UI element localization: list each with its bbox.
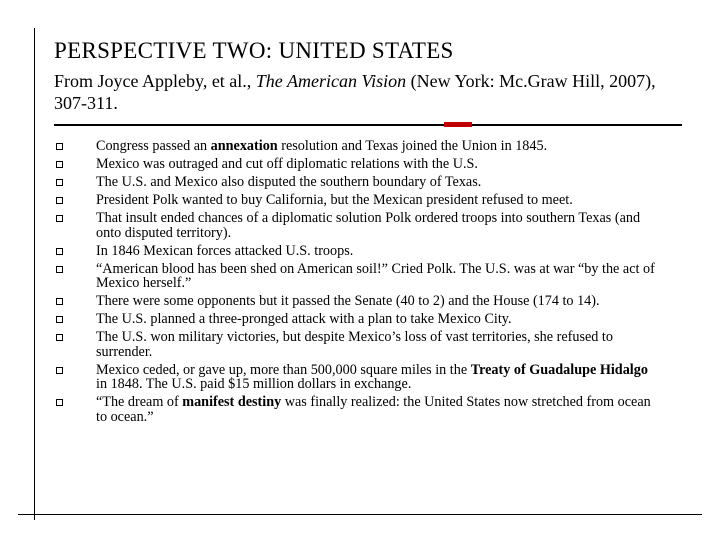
frame-vertical-line (34, 28, 35, 520)
bullet-text: in 1848. The U.S. paid $15 million dollars in exchange. (96, 376, 412, 393)
square-bullet-icon (56, 367, 63, 374)
square-bullet-icon (56, 399, 63, 406)
title-rule-accent (444, 122, 472, 127)
slide-title: PERSPECTIVE TWO: UNITED STATES (54, 38, 454, 63)
bullet-text: Mexico was outraged and cut off diplomatic relations with the U.S. (96, 155, 478, 172)
bullet-item (56, 330, 656, 359)
bullet-item (56, 211, 656, 240)
citation-book-title: The American Vision (255, 71, 407, 91)
bullet-item (56, 312, 656, 327)
bullet-item (56, 175, 656, 190)
bullet-text: President Polk wanted to buy California, but the Mexican president refused to meet. (96, 191, 573, 208)
bullet-text: “The dream of (96, 394, 183, 411)
bullet-text: In 1846 Mexican forces attacked U.S. troops. (96, 242, 354, 259)
source-citation (54, 70, 684, 114)
bullet-item (56, 157, 656, 172)
bullet-item (56, 363, 656, 392)
bullet-item (56, 193, 656, 208)
bullet-text: The U.S. planned a three-pronged attack with a plan to take Mexico City. (96, 311, 512, 328)
bullet-item (56, 262, 656, 291)
bullet-text: resolution and Texas joined the Union in 1845. (277, 138, 548, 154)
bullet-list (56, 139, 656, 428)
bullet-bold-text: annexation (210, 138, 278, 154)
bullet-text: The U.S. and Mexico also disputed the southern boundary of Texas. (96, 173, 482, 190)
square-bullet-icon (56, 197, 63, 204)
frame-horizontal-line (18, 514, 702, 515)
bullet-text: Congress passed an (96, 138, 211, 154)
bullet-bold-text: Treaty of Guadalupe Hidalgo (470, 361, 648, 378)
square-bullet-icon (56, 298, 63, 305)
bullet-bold-text: manifest destiny (182, 394, 282, 411)
square-bullet-icon (56, 161, 63, 168)
title-rule (54, 124, 444, 126)
square-bullet-icon (56, 215, 63, 222)
bullet-text: Mexico ceded, or gave up, more than 500,000 square miles in the (96, 361, 471, 378)
bullet-item (56, 244, 656, 259)
bullet-item (56, 395, 656, 424)
square-bullet-icon (56, 316, 63, 323)
bullet-text: The U.S. won military victories, but despite Mexico’s loss of vast territories, she refused to surrender. (96, 329, 613, 360)
bullet-text: There were some opponents but it passed the Senate (40 to 2) and the House (174 to 14). (96, 293, 600, 310)
bullet-item (56, 294, 656, 309)
bullet-text: was finally realized: the United States now stretched from ocean to ocean.” (96, 394, 651, 425)
title-rule-right (472, 124, 682, 126)
bullet-text: “American blood has been shed on American soil!” Cried Polk. The U.S. was at war “by the act of Mexico herself.” (96, 260, 655, 292)
bullet-text: That insult ended chances of a diplomatic solution Polk ordered troops into southern Texas (and onto disputed territory). (96, 209, 641, 241)
square-bullet-icon (56, 334, 63, 341)
square-bullet-icon (56, 143, 63, 150)
square-bullet-icon (56, 179, 63, 186)
citation-suffix: (New York: Mc.Graw Hill, 2007), 307-311. (54, 71, 656, 113)
bullet-item (56, 139, 656, 154)
citation-prefix: From Joyce Appleby, et al., (54, 71, 256, 91)
square-bullet-icon (56, 248, 63, 255)
square-bullet-icon (56, 266, 63, 273)
